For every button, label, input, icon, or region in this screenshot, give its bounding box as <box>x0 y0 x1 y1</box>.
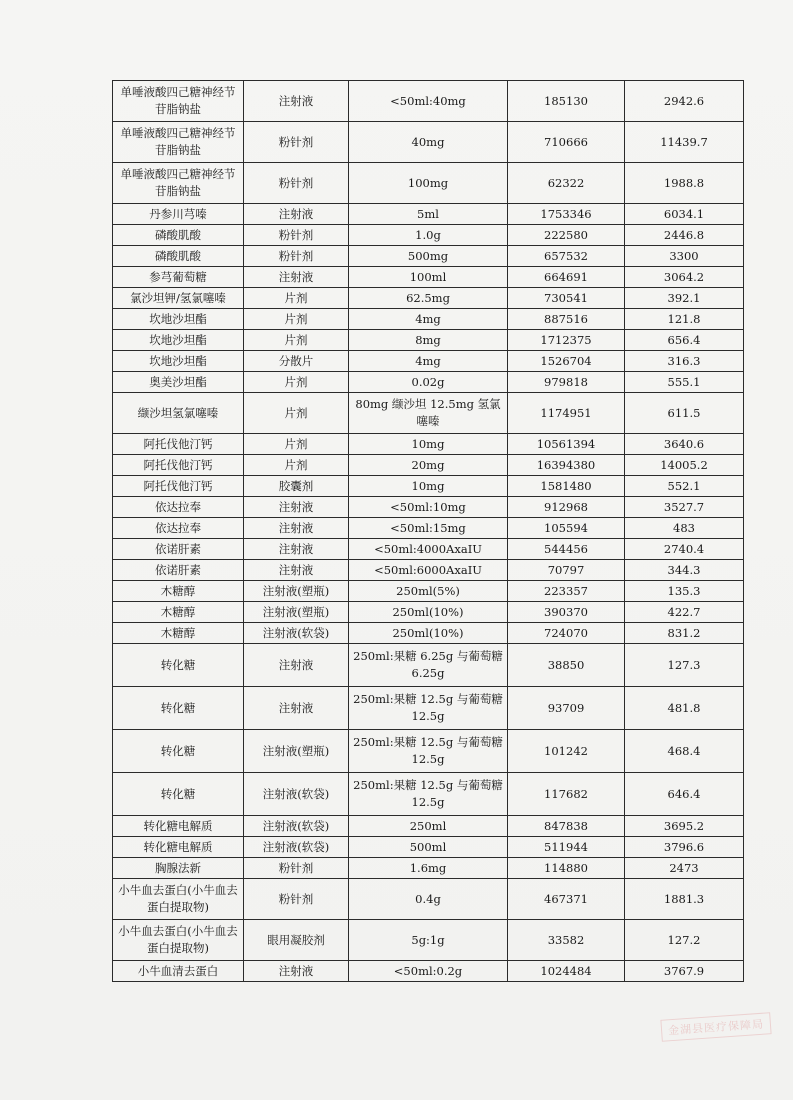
amount-cell: 6034.1 <box>625 204 744 225</box>
quantity-cell: 730541 <box>508 288 625 309</box>
specification-cell: 250ml:果糖 6.25g 与葡萄糖 6.25g <box>349 644 508 687</box>
table-row <box>113 581 744 602</box>
drug-name-cell: 木糖醇 <box>113 581 244 602</box>
specification-cell: 40mg <box>349 122 508 163</box>
table-row <box>113 961 744 982</box>
quantity-cell: 467371 <box>508 879 625 920</box>
table-row <box>113 288 744 309</box>
drug-name-cell: 磷酸肌酸 <box>113 225 244 246</box>
drug-name-cell: 依诺肝素 <box>113 560 244 581</box>
dosage-form-cell: 注射液(软袋) <box>244 837 349 858</box>
quantity-cell: 544456 <box>508 539 625 560</box>
drug-name-cell: 转化糖电解质 <box>113 816 244 837</box>
drug-name-cell: 转化糖 <box>113 644 244 687</box>
drug-name-cell: 转化糖 <box>113 730 244 773</box>
quantity-cell: 38850 <box>508 644 625 687</box>
drug-name-cell: 转化糖电解质 <box>113 837 244 858</box>
dosage-form-cell: 片剂 <box>244 330 349 351</box>
table-row <box>113 497 744 518</box>
specification-cell: 0.02g <box>349 372 508 393</box>
specification-cell: 500mg <box>349 246 508 267</box>
specification-cell: <50ml:6000AxaIU <box>349 560 508 581</box>
dosage-form-cell: 注射液(塑瓶) <box>244 581 349 602</box>
drug-name-cell: 依达拉奉 <box>113 497 244 518</box>
specification-cell: 62.5mg <box>349 288 508 309</box>
dosage-form-cell: 注射液 <box>244 560 349 581</box>
amount-cell: 3767.9 <box>625 961 744 982</box>
quantity-cell: 117682 <box>508 773 625 816</box>
dosage-form-cell: 注射液(软袋) <box>244 816 349 837</box>
specification-cell: <50ml:15mg <box>349 518 508 539</box>
dosage-form-cell: 片剂 <box>244 288 349 309</box>
quantity-cell: 847838 <box>508 816 625 837</box>
specification-cell: 250ml:果糖 12.5g 与葡萄糖 12.5g <box>349 773 508 816</box>
dosage-form-cell: 注射液(塑瓶) <box>244 730 349 773</box>
quantity-cell: 223357 <box>508 581 625 602</box>
table-row <box>113 309 744 330</box>
dosage-form-cell: 注射液 <box>244 267 349 288</box>
quantity-cell: 1712375 <box>508 330 625 351</box>
specification-cell: 250ml:果糖 12.5g 与葡萄糖 12.5g <box>349 730 508 773</box>
amount-cell: 481.8 <box>625 687 744 730</box>
table-row <box>113 122 744 163</box>
specification-cell: 4mg <box>349 351 508 372</box>
specification-cell: <50ml:40mg <box>349 81 508 122</box>
specification-cell: 10mg <box>349 476 508 497</box>
dosage-form-cell: 片剂 <box>244 309 349 330</box>
drug-name-cell: 转化糖 <box>113 687 244 730</box>
specification-cell: 1.0g <box>349 225 508 246</box>
table-row <box>113 81 744 122</box>
amount-cell: 611.5 <box>625 393 744 434</box>
quantity-cell: 101242 <box>508 730 625 773</box>
amount-cell: 3796.6 <box>625 837 744 858</box>
table-row <box>113 623 744 644</box>
dosage-form-cell: 粉针剂 <box>244 879 349 920</box>
dosage-form-cell: 分散片 <box>244 351 349 372</box>
amount-cell: 3300 <box>625 246 744 267</box>
dosage-form-cell: 粉针剂 <box>244 122 349 163</box>
quantity-cell: 979818 <box>508 372 625 393</box>
drug-name-cell: 依达拉奉 <box>113 518 244 539</box>
specification-cell: 5g:1g <box>349 920 508 961</box>
quantity-cell: 1174951 <box>508 393 625 434</box>
drug-name-cell: 单唾液酸四己糖神经节苷脂钠盐 <box>113 163 244 204</box>
drug-name-cell: 小牛血去蛋白(小牛血去蛋白提取物) <box>113 920 244 961</box>
amount-cell: 3695.2 <box>625 816 744 837</box>
amount-cell: 831.2 <box>625 623 744 644</box>
specification-cell: 250ml:果糖 12.5g 与葡萄糖 12.5g <box>349 687 508 730</box>
amount-cell: 1881.3 <box>625 879 744 920</box>
specification-cell: 250ml(10%) <box>349 623 508 644</box>
drug-name-cell: 阿托伐他汀钙 <box>113 434 244 455</box>
table-row <box>113 602 744 623</box>
drug-name-cell: 阿托伐他汀钙 <box>113 476 244 497</box>
quantity-cell: 105594 <box>508 518 625 539</box>
dosage-form-cell: 粉针剂 <box>244 246 349 267</box>
table-row <box>113 773 744 816</box>
dosage-form-cell: 注射液 <box>244 204 349 225</box>
amount-cell: 127.3 <box>625 644 744 687</box>
quantity-cell: 1581480 <box>508 476 625 497</box>
dosage-form-cell: 片剂 <box>244 372 349 393</box>
drug-name-cell: 小牛血清去蛋白 <box>113 961 244 982</box>
amount-cell: 121.8 <box>625 309 744 330</box>
table-row <box>113 730 744 773</box>
table-row <box>113 393 744 434</box>
table-row <box>113 518 744 539</box>
drug-name-cell: 转化糖 <box>113 773 244 816</box>
specification-cell: 4mg <box>349 309 508 330</box>
amount-cell: 127.2 <box>625 920 744 961</box>
dosage-form-cell: 注射液(塑瓶) <box>244 602 349 623</box>
quantity-cell: 1024484 <box>508 961 625 982</box>
table-row <box>113 330 744 351</box>
table-body <box>113 81 744 982</box>
drug-name-cell: 木糖醇 <box>113 623 244 644</box>
specification-cell: 1.6mg <box>349 858 508 879</box>
quantity-cell: 10561394 <box>508 434 625 455</box>
dosage-form-cell: 注射液 <box>244 687 349 730</box>
amount-cell: 344.3 <box>625 560 744 581</box>
table-row <box>113 687 744 730</box>
drug-name-cell: 坎地沙坦酯 <box>113 351 244 372</box>
table-row <box>113 351 744 372</box>
table-row <box>113 455 744 476</box>
specification-cell: 80mg 缬沙坦 12.5mg 氢氯噻嗪 <box>349 393 508 434</box>
amount-cell: 3064.2 <box>625 267 744 288</box>
drug-name-cell: 阿托伐他汀钙 <box>113 455 244 476</box>
drug-name-cell: 依诺肝素 <box>113 539 244 560</box>
drug-name-cell: 丹参川芎嗪 <box>113 204 244 225</box>
amount-cell: 552.1 <box>625 476 744 497</box>
quantity-cell: 887516 <box>508 309 625 330</box>
quantity-cell: 185130 <box>508 81 625 122</box>
specification-cell: 8mg <box>349 330 508 351</box>
amount-cell: 555.1 <box>625 372 744 393</box>
table-row <box>113 476 744 497</box>
table-row <box>113 267 744 288</box>
dosage-form-cell: 注射液(软袋) <box>244 623 349 644</box>
dosage-form-cell: 粉针剂 <box>244 858 349 879</box>
drug-name-cell: 坎地沙坦酯 <box>113 309 244 330</box>
amount-cell: 656.4 <box>625 330 744 351</box>
amount-cell: 2473 <box>625 858 744 879</box>
table-row <box>113 539 744 560</box>
amount-cell: 14005.2 <box>625 455 744 476</box>
amount-cell: 11439.7 <box>625 122 744 163</box>
amount-cell: 2446.8 <box>625 225 744 246</box>
amount-cell: 468.4 <box>625 730 744 773</box>
table-row <box>113 372 744 393</box>
amount-cell: 2740.4 <box>625 539 744 560</box>
dosage-form-cell: 注射液 <box>244 497 349 518</box>
quantity-cell: 710666 <box>508 122 625 163</box>
quantity-cell: 657532 <box>508 246 625 267</box>
quantity-cell: 664691 <box>508 267 625 288</box>
drug-name-cell: 参芎葡萄糖 <box>113 267 244 288</box>
quantity-cell: 1753346 <box>508 204 625 225</box>
table-row <box>113 204 744 225</box>
table-row <box>113 434 744 455</box>
dosage-form-cell: 注射液 <box>244 644 349 687</box>
amount-cell: 3640.6 <box>625 434 744 455</box>
drug-name-cell: 氯沙坦钾/氢氯噻嗪 <box>113 288 244 309</box>
stamp-watermark: 金湖县医疗保障局 <box>660 1012 771 1042</box>
dosage-form-cell: 片剂 <box>244 434 349 455</box>
quantity-cell: 114880 <box>508 858 625 879</box>
amount-cell: 316.3 <box>625 351 744 372</box>
amount-cell: 483 <box>625 518 744 539</box>
quantity-cell: 93709 <box>508 687 625 730</box>
amount-cell: 646.4 <box>625 773 744 816</box>
table-row <box>113 837 744 858</box>
specification-cell: <50ml:10mg <box>349 497 508 518</box>
drug-name-cell: 小牛血去蛋白(小牛血去蛋白提取物) <box>113 879 244 920</box>
table-row <box>113 163 744 204</box>
table-row <box>113 225 744 246</box>
specification-cell: 100ml <box>349 267 508 288</box>
amount-cell: 392.1 <box>625 288 744 309</box>
quantity-cell: 222580 <box>508 225 625 246</box>
specification-cell: 5ml <box>349 204 508 225</box>
dosage-form-cell: 粉针剂 <box>244 163 349 204</box>
amount-cell: 1988.8 <box>625 163 744 204</box>
specification-cell: 10mg <box>349 434 508 455</box>
table-row <box>113 858 744 879</box>
table-row <box>113 246 744 267</box>
drug-name-cell: 缬沙坦氢氯噻嗪 <box>113 393 244 434</box>
drug-name-cell: 胸腺法新 <box>113 858 244 879</box>
quantity-cell: 16394380 <box>508 455 625 476</box>
table-row <box>113 644 744 687</box>
dosage-form-cell: 片剂 <box>244 455 349 476</box>
dosage-form-cell: 注射液 <box>244 81 349 122</box>
quantity-cell: 511944 <box>508 837 625 858</box>
quantity-cell: 724070 <box>508 623 625 644</box>
drug-name-cell: 木糖醇 <box>113 602 244 623</box>
table-row <box>113 816 744 837</box>
quantity-cell: 1526704 <box>508 351 625 372</box>
drug-name-cell: 奥美沙坦酯 <box>113 372 244 393</box>
drug-name-cell: 单唾液酸四己糖神经节苷脂钠盐 <box>113 122 244 163</box>
quantity-cell: 912968 <box>508 497 625 518</box>
amount-cell: 135.3 <box>625 581 744 602</box>
specification-cell: 500ml <box>349 837 508 858</box>
specification-cell: 100mg <box>349 163 508 204</box>
amount-cell: 2942.6 <box>625 81 744 122</box>
drug-name-cell: 单唾液酸四己糖神经节苷脂钠盐 <box>113 81 244 122</box>
amount-cell: 3527.7 <box>625 497 744 518</box>
quantity-cell: 33582 <box>508 920 625 961</box>
amount-cell: 422.7 <box>625 602 744 623</box>
dosage-form-cell: 眼用凝胶剂 <box>244 920 349 961</box>
dosage-form-cell: 片剂 <box>244 393 349 434</box>
quantity-cell: 390370 <box>508 602 625 623</box>
table-row <box>113 879 744 920</box>
quantity-cell: 70797 <box>508 560 625 581</box>
specification-cell: 250ml(10%) <box>349 602 508 623</box>
table-row <box>113 920 744 961</box>
dosage-form-cell: 注射液(软袋) <box>244 773 349 816</box>
specification-cell: 20mg <box>349 455 508 476</box>
table-row <box>113 560 744 581</box>
specification-cell: <50ml:4000AxaIU <box>349 539 508 560</box>
quantity-cell: 62322 <box>508 163 625 204</box>
specification-cell: 0.4g <box>349 879 508 920</box>
drug-price-table <box>112 80 744 982</box>
dosage-form-cell: 注射液 <box>244 518 349 539</box>
specification-cell: 250ml <box>349 816 508 837</box>
dosage-form-cell: 注射液 <box>244 961 349 982</box>
specification-cell: 250ml(5%) <box>349 581 508 602</box>
dosage-form-cell: 胶囊剂 <box>244 476 349 497</box>
dosage-form-cell: 粉针剂 <box>244 225 349 246</box>
drug-name-cell: 坎地沙坦酯 <box>113 330 244 351</box>
specification-cell: <50ml:0.2g <box>349 961 508 982</box>
drug-name-cell: 磷酸肌酸 <box>113 246 244 267</box>
dosage-form-cell: 注射液 <box>244 539 349 560</box>
